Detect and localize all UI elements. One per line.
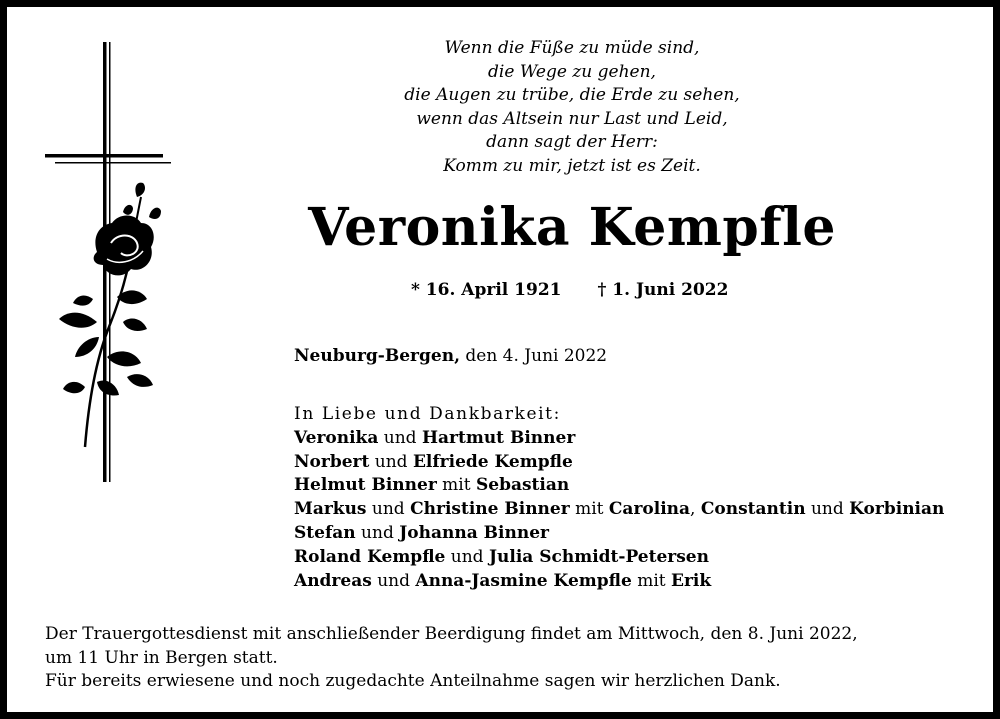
mourner-name: Helmut Binner xyxy=(294,475,437,496)
mourner-connector: und xyxy=(445,546,489,567)
mourner-name: Stefan xyxy=(294,522,356,543)
poem-line: wenn das Altsein nur Last und Leid, xyxy=(416,108,728,129)
mourner-name: Erik xyxy=(671,570,712,591)
footer-line: um 11 Uhr in Bergen statt. xyxy=(45,647,278,668)
place: Neuburg-Bergen, xyxy=(294,346,460,366)
mourners-intro: In Liebe und Dankbarkeit: xyxy=(294,404,561,424)
poem xyxy=(337,37,807,179)
mourner-name: Christine Binner xyxy=(410,499,570,520)
mourner-name: Constantin xyxy=(700,499,806,520)
birth-date: * 16. April 1921 xyxy=(411,280,562,300)
mourner-connector: und xyxy=(371,570,416,591)
mourner-name: Julia Schmidt-Petersen xyxy=(488,546,709,567)
mourner-connector: und xyxy=(378,427,422,448)
mourner-connector: mit xyxy=(631,570,672,591)
mourner-name: Korbinian xyxy=(849,499,945,520)
mourner-connector: und xyxy=(805,499,850,520)
mourner-name: Markus xyxy=(294,499,367,520)
mourner-name: Norbert xyxy=(294,451,370,472)
place-date xyxy=(294,346,607,366)
deceased-name: Veronika Kempfle xyxy=(308,197,836,258)
footer-line: Der Trauergottesdienst mit anschließender Beerdigung findet am Mittwoch, den 8. Juni 2022, xyxy=(45,624,858,644)
date: den 4. Juni 2022 xyxy=(459,346,608,366)
mourner-line xyxy=(294,546,944,570)
mourner-connector: und xyxy=(369,451,413,472)
poem-line: Komm zu mir, jetzt ist es Zeit. xyxy=(443,155,701,176)
mourner-name: Andreas xyxy=(294,570,372,591)
poem-line: die Augen zu trübe, die Erde zu sehen, xyxy=(404,85,740,106)
mourner-name: Sebastian xyxy=(475,475,570,496)
mourner-name: Roland Kempfle xyxy=(294,546,446,567)
death-date: † 1. Juni 2022 xyxy=(597,280,729,300)
mourner-name: Elfriede Kempfle xyxy=(412,451,573,472)
mourner-line xyxy=(294,474,944,498)
mourner-line xyxy=(294,498,944,522)
mourner-line xyxy=(294,451,944,475)
mourner-name: Hartmut Binner xyxy=(421,427,576,448)
mourners-list xyxy=(294,403,944,593)
poem-line: die Wege zu gehen, xyxy=(488,61,656,82)
mourner-name: Carolina xyxy=(608,499,691,520)
mourner-name: Johanna Binner xyxy=(399,522,549,543)
mourner-line xyxy=(294,427,944,451)
mourner-name: Anna-Jasmine Kempfle xyxy=(415,570,632,591)
mourner-line xyxy=(294,522,944,546)
cross-with-rose-icon xyxy=(37,37,177,487)
mourner-connector: und xyxy=(366,499,411,520)
footer-text xyxy=(45,623,858,694)
poem-line: Wenn die Füße zu müde sind, xyxy=(444,38,700,58)
mourner-line xyxy=(294,570,944,594)
mourner-name: Veronika xyxy=(294,427,379,448)
life-dates xyxy=(411,280,728,300)
mourner-connector: mit xyxy=(569,499,609,520)
footer-line: Für bereits erwiesene und noch zugedachte Anteilnahme sagen wir herzlichen Dank. xyxy=(45,671,781,692)
mourner-connector: mit xyxy=(436,475,476,496)
mourner-connector: und xyxy=(355,522,400,543)
poem-line: dann sagt der Herr: xyxy=(486,132,658,153)
mourner-connector: , xyxy=(690,499,701,520)
